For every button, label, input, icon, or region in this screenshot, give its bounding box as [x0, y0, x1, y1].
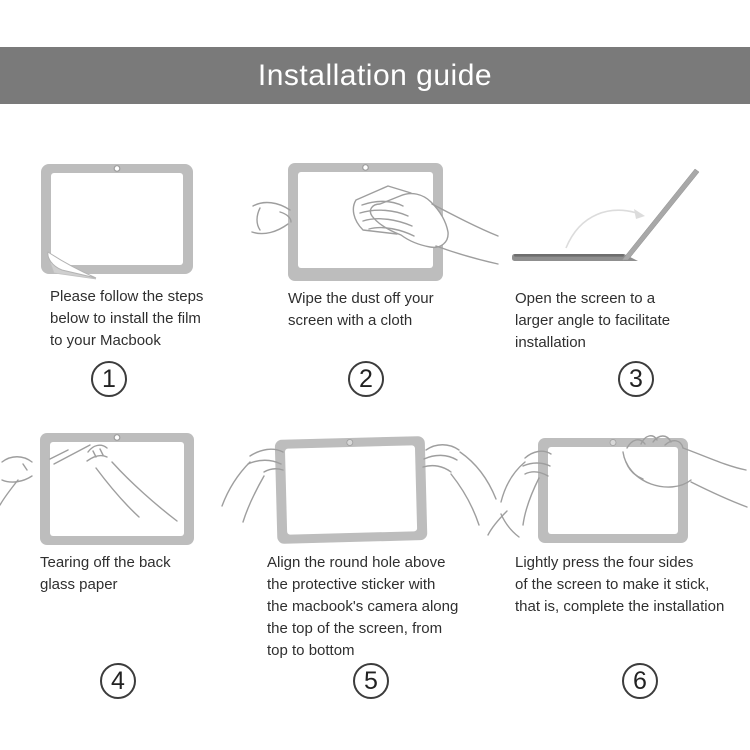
step6-number-badge: 6 — [622, 663, 658, 699]
press-four-sides-illustration — [495, 418, 750, 558]
page-title-bar — [0, 47, 750, 104]
open-laptop-angle-illustration — [500, 158, 750, 288]
step5-caption: Align the round hole above the protective sticker with the macbook's camera along the top of the screen, from top to bottom — [267, 554, 459, 659]
step4-number-badge: 4 — [100, 663, 136, 699]
step6-caption: Lightly press the four sides of the screen to make it stick, that is, complete the installation — [515, 554, 725, 615]
step3-caption: Open the screen to a larger angle to facilitate installation — [515, 290, 671, 351]
macbook-film-peel-illustration — [38, 160, 200, 282]
step1-caption: Please follow the steps below to install the film to your Macbook — [50, 288, 204, 349]
step5-number-badge: 5 — [353, 663, 389, 699]
page-title: Installation guide — [257, 58, 493, 92]
step1-number-badge: 1 — [91, 361, 127, 397]
step2-number-badge: 2 — [348, 361, 384, 397]
align-film-camera-illustration — [220, 418, 510, 553]
wipe-screen-cloth-illustration — [250, 158, 500, 288]
step4-caption: Tearing off the back glass paper — [40, 554, 171, 593]
tear-back-paper-illustration — [0, 424, 250, 556]
step2-caption: Wipe the dust off your screen with a cloth — [288, 290, 434, 329]
step3-number-badge: 3 — [618, 361, 654, 397]
